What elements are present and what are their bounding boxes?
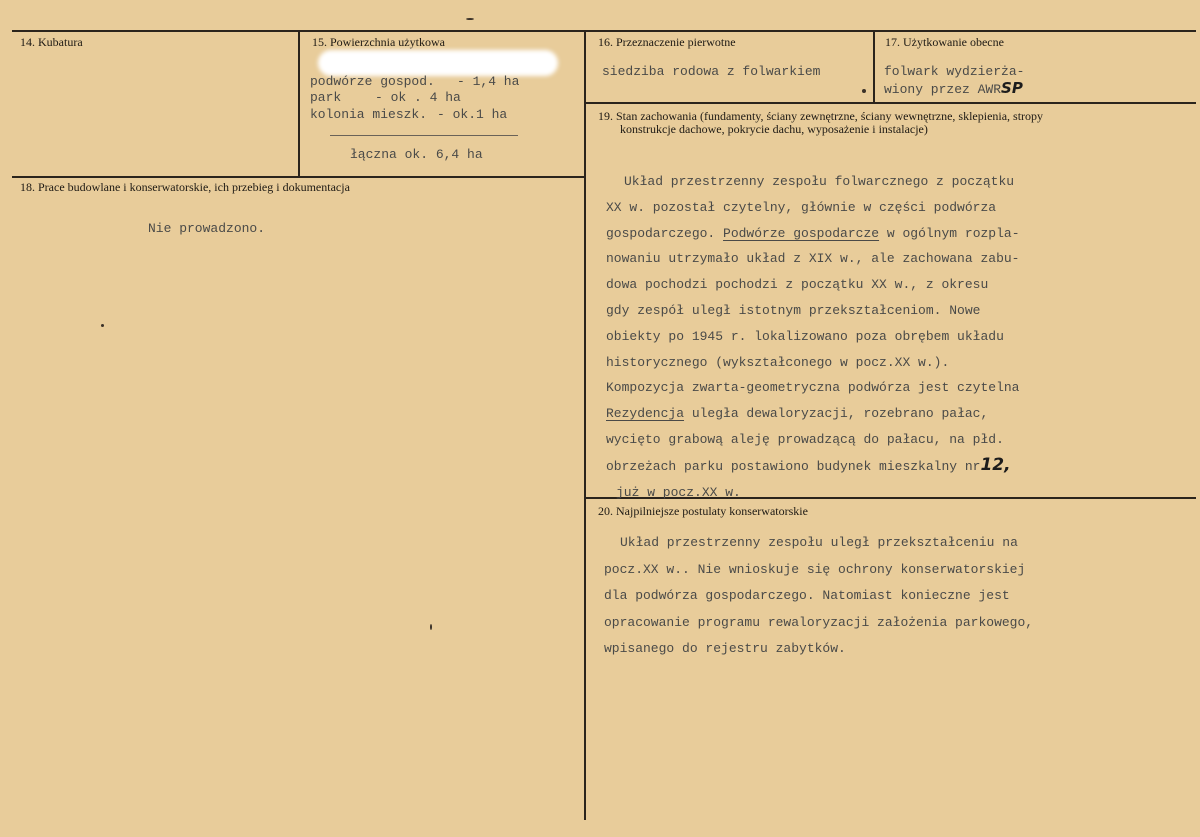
works-value: Nie prowadzono.	[148, 221, 266, 236]
top-rule	[12, 30, 1196, 32]
postulate-line: Układ przestrzenny zespołu uległ przekształceniu na	[620, 535, 1018, 550]
condition-text	[606, 169, 1020, 505]
field-16-label: 16. Przeznaczenie pierwotne	[598, 35, 736, 49]
divider-16-17	[873, 30, 875, 102]
field-17-label: 17. Użytkowanie obecne	[885, 35, 1004, 49]
area-row-name: kolonia mieszk.	[310, 107, 428, 122]
paper-speck	[430, 624, 432, 630]
current-use-handwritten: SP	[1001, 79, 1023, 97]
handwritten-number: 12,	[980, 454, 1011, 475]
underlined-term: Podwórze gospodarcze	[723, 225, 880, 241]
divider-15-16	[584, 30, 586, 820]
condition-line: historycznego (wykształconego w pocz.XX w.).	[606, 354, 950, 370]
condition-line: XX w. pozostał czytelny, głównie w części podwórza	[606, 199, 997, 215]
condition-line: już w pocz.XX w.	[616, 484, 741, 500]
original-purpose-value: siedziba rodowa z folwarkiem	[602, 64, 821, 79]
current-use-typed: wiony przez AWR	[884, 82, 1002, 97]
rule-above-19	[585, 102, 1196, 104]
rule-above-18	[12, 176, 585, 178]
condition-line: gospodarczego. Podwórze gospodarcze w ogólnym rozpla-	[606, 225, 1020, 241]
field-18-label: 18. Prace budowlane i konserwatorskie, ich przebieg i dokumentacja	[20, 180, 350, 194]
redaction-mark	[318, 50, 558, 76]
paper-speck	[101, 324, 104, 327]
postulate-line: dla podwórza gospodarczego. Natomiast konieczne jest	[604, 588, 1010, 603]
area-row-name: park	[310, 90, 342, 105]
condition-line: Kompozycja zwarta-geometryczna podwórza jest czytelna	[606, 380, 1020, 396]
postulate-line: pocz.XX w.. Nie wnioskuje się ochrony konserwatorskiej	[604, 561, 1026, 577]
area-row-value: - 1,4 ha	[457, 74, 520, 89]
area-row-value: - ok . 4 ha	[375, 90, 461, 105]
condition-line: wycięto grabową aleję prowadzącą do pałacu, na płd.	[606, 431, 1004, 447]
paper-speck	[862, 89, 866, 93]
current-use-line-2	[884, 80, 1023, 98]
sum-rule	[330, 135, 518, 136]
area-row-value: - ok.1 ha	[437, 107, 508, 122]
condition-line: dowa pochodzi pochodzi z początku XX w., z okresu	[606, 277, 989, 293]
field-14-label: 14. Kubatura	[20, 35, 83, 49]
divider-14-15	[298, 30, 300, 176]
condition-line: Układ przestrzenny zespołu folwarcznego z początku	[624, 174, 1015, 189]
postulate-line: wpisanego do rejestru zabytków.	[604, 641, 846, 656]
condition-line: nowaniu utrzymało układ z XIX w., ale zachowana zabu-	[606, 251, 1020, 267]
area-total: łączna ok. 6,4 ha	[350, 147, 483, 162]
condition-line: Rezydencja uległa dewaloryzacji, rozebrano pałac,	[606, 406, 989, 422]
field-19-label-line-1: 19. Stan zachowania (fundamenty, ściany zewnętrzne, ściany wewnętrzne, sklepienia, stropy	[598, 109, 1044, 123]
condition-line: obrzeżach parku postawiono budynek mieszkalny nr12,	[606, 454, 1011, 475]
field-15-label: 15. Powierzchnia użytkowa	[312, 35, 445, 49]
postulates-text	[604, 530, 1033, 663]
field-19-label-line-2: konstrukcje dachowe, pokrycie dachu, wyposażenie i instalacje)	[620, 122, 928, 136]
postulate-line: opracowanie programu rewaloryzacji założenia parkowego,	[604, 614, 1034, 630]
paper-speck	[466, 18, 474, 20]
condition-line: gdy zespół uległ istotnym przekształceniom. Nowe	[606, 302, 981, 318]
field-20-label: 20. Najpilniejsze postulaty konserwatorskie	[598, 504, 808, 518]
current-use-line-1: folwark wydzierża-	[884, 64, 1025, 79]
area-row-name: podwórze gospod.	[310, 74, 435, 89]
underlined-term: Rezydencja	[606, 406, 685, 422]
condition-line: obiekty po 1945 r. lokalizowano poza obrębem układu	[606, 328, 1004, 344]
